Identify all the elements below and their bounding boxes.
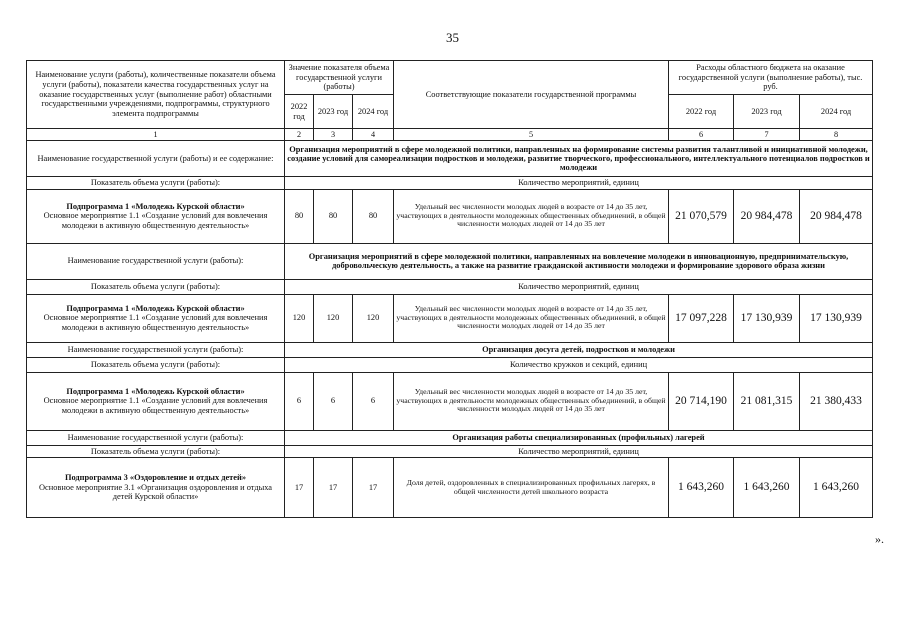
volume-value-2024: 80 <box>353 189 394 243</box>
col-num: 2 <box>285 129 314 141</box>
volume-label: Показатель объема услуги (работы): <box>27 357 285 372</box>
program-text: Основное мероприятие 1.1 «Создание условий для вовлечения молодежи в активную общественную деятельность» <box>43 313 268 332</box>
volume-value-2024: 17 <box>353 458 394 518</box>
col-num: 3 <box>314 129 353 141</box>
budget-2023: 1 643,260 <box>734 458 800 518</box>
program-row <box>27 372 873 430</box>
service-row <box>27 243 873 279</box>
program-indicator: Доля детей, оздоровленных в специализированных профильных лагерях, в общей численности детей школьного возраста <box>394 458 669 518</box>
volume-value-2023: 17 <box>314 458 353 518</box>
closing-quote: ». <box>875 532 884 546</box>
header-budget-year-2023: 2023 год <box>734 95 800 129</box>
header-budget-year-2022: 2022 год <box>669 95 734 129</box>
budget-2024: 21 380,433 <box>800 372 873 430</box>
service-name: Организация мероприятий в сфере молодежной политики, направленных на вовлечение молодежи в инновационную, предпринимательскую, добровольческую деятельность, а также на развитие гражданской активности молодежи и формирование здорового образа жизни <box>285 243 873 279</box>
program-title: Подпрограмма 3 «Оздоровление и отдых детей» <box>64 473 247 483</box>
volume-value-2022: 6 <box>285 372 314 430</box>
header-service-name: Наименование услуги (работы), количественные показатели объема услуги (работы), показатели качества государственных услуг на оказание государственных услуг (выполнение работ) областными государственными учреждениями, подпрограммы, структурного элемента подпрограммы <box>27 61 285 129</box>
budget-2024: 17 130,939 <box>800 294 873 342</box>
services-table <box>26 60 873 518</box>
service-row <box>27 342 873 357</box>
service-name: Организация работы специализированных (профильных) лагерей <box>285 430 873 445</box>
volume-value-2023: 120 <box>314 294 353 342</box>
volume-value-2022: 80 <box>285 189 314 243</box>
column-number-row <box>27 129 873 141</box>
program-cell <box>27 189 285 243</box>
program-indicator: Удельный вес численности молодых людей в возрасте от 14 до 35 лет, участвующих в деятельности молодежных общественных объединений, в общей численности молодых людей от 14 до 35 лет <box>394 372 669 430</box>
program-title: Подпрограмма 1 «Молодежь Курской области» <box>66 303 245 313</box>
program-cell <box>27 458 285 518</box>
volume-value-2022: 17 <box>285 458 314 518</box>
header-budget-year-2024: 2024 год <box>800 95 873 129</box>
program-title: Подпрограмма 1 «Молодежь Курской области» <box>66 386 245 396</box>
col-num: 6 <box>669 129 734 141</box>
page-number: 35 <box>446 30 459 45</box>
volume-row <box>27 357 873 372</box>
volume-value-2023: 80 <box>314 189 353 243</box>
volume-name: Количество кружков и секций, единиц <box>285 357 873 372</box>
header-vol-year-2023: 2023 год <box>314 95 353 129</box>
service-label: Наименование государственной услуги (работы) и ее содержание: <box>27 141 285 177</box>
volume-label: Показатель объема услуги (работы): <box>27 279 285 294</box>
volume-value-2024: 6 <box>353 372 394 430</box>
program-text: Основное мероприятие 1.1 «Создание условий для вовлечения молодежи в активную общественную деятельность» <box>43 211 268 230</box>
program-text: Основное мероприятие 1.1 «Создание условий для вовлечения молодежи в активную общественную деятельность» <box>43 396 268 415</box>
program-text: Основное мероприятие 3.1 «Организация оздоровления и отдыха детей Курской области» <box>38 482 273 502</box>
program-cell <box>27 372 285 430</box>
budget-2023: 21 081,315 <box>734 372 800 430</box>
col-num: 5 <box>394 129 669 141</box>
volume-row <box>27 177 873 189</box>
col-num: 7 <box>734 129 800 141</box>
header-vol-year-2022: 2022 год <box>285 95 314 129</box>
header-budget: Расходы областного бюджета на оказание государственной услуги (выполнение работы), тыс. руб. <box>669 61 873 95</box>
service-label: Наименование государственной услуги (работы): <box>27 243 285 279</box>
volume-name: Количество мероприятий, единиц <box>285 279 873 294</box>
budget-2023: 20 984,478 <box>734 189 800 243</box>
volume-label: Показатель объема услуги (работы): <box>27 445 285 457</box>
service-row <box>27 141 873 177</box>
volume-label: Показатель объема услуги (работы): <box>27 177 285 189</box>
volume-value-2024: 120 <box>353 294 394 342</box>
volume-value-2022: 120 <box>285 294 314 342</box>
program-title: Подпрограмма 1 «Молодежь Курской области» <box>66 201 245 211</box>
program-row <box>27 189 873 243</box>
header-program-indicators: Соответствующие показатели государственной программы <box>394 61 669 129</box>
volume-row <box>27 279 873 294</box>
service-row <box>27 430 873 445</box>
budget-2022: 1 643,260 <box>669 458 734 518</box>
header-volume: Значение показателя объема государственной услуги (работы) <box>285 61 394 95</box>
col-num: 4 <box>353 129 394 141</box>
col-num: 8 <box>800 129 873 141</box>
budget-2022: 20 714,190 <box>669 372 734 430</box>
program-cell <box>27 294 285 342</box>
budget-2024: 20 984,478 <box>800 189 873 243</box>
budget-2023: 17 130,939 <box>734 294 800 342</box>
volume-value-2023: 6 <box>314 372 353 430</box>
program-row <box>27 458 873 518</box>
budget-2022: 17 097,228 <box>669 294 734 342</box>
volume-name: Количество мероприятий, единиц <box>285 177 873 189</box>
col-num: 1 <box>27 129 285 141</box>
service-label: Наименование государственной услуги (работы): <box>27 342 285 357</box>
service-label: Наименование государственной услуги (работы): <box>27 430 285 445</box>
volume-name: Количество мероприятий, единиц <box>285 445 873 457</box>
program-row <box>27 294 873 342</box>
volume-row <box>27 445 873 457</box>
header-row-1 <box>27 61 873 95</box>
service-name: Организация мероприятий в сфере молодежной политики, направленных на формирование системы развития талантливой и инициативной молодежи, создание условий для самореализации подростков и молодежи, развитие творческого, профессионального, интеллектуального потенциалов подростков и молодежи <box>285 141 873 177</box>
budget-2024: 1 643,260 <box>800 458 873 518</box>
budget-2022: 21 070,579 <box>669 189 734 243</box>
header-vol-year-2024: 2024 год <box>353 95 394 129</box>
program-indicator: Удельный вес численности молодых людей в возрасте от 14 до 35 лет, участвующих в деятельности молодежных общественных объединений, в общей численности молодых людей от 14 до 35 лет <box>394 294 669 342</box>
service-name: Организация досуга детей, подростков и молодежи <box>285 342 873 357</box>
program-indicator: Удельный вес численности молодых людей в возрасте от 14 до 35 лет, участвующих в деятельности молодежных общественных объединений, в общей численности молодых людей от 14 до 35 лет <box>394 189 669 243</box>
